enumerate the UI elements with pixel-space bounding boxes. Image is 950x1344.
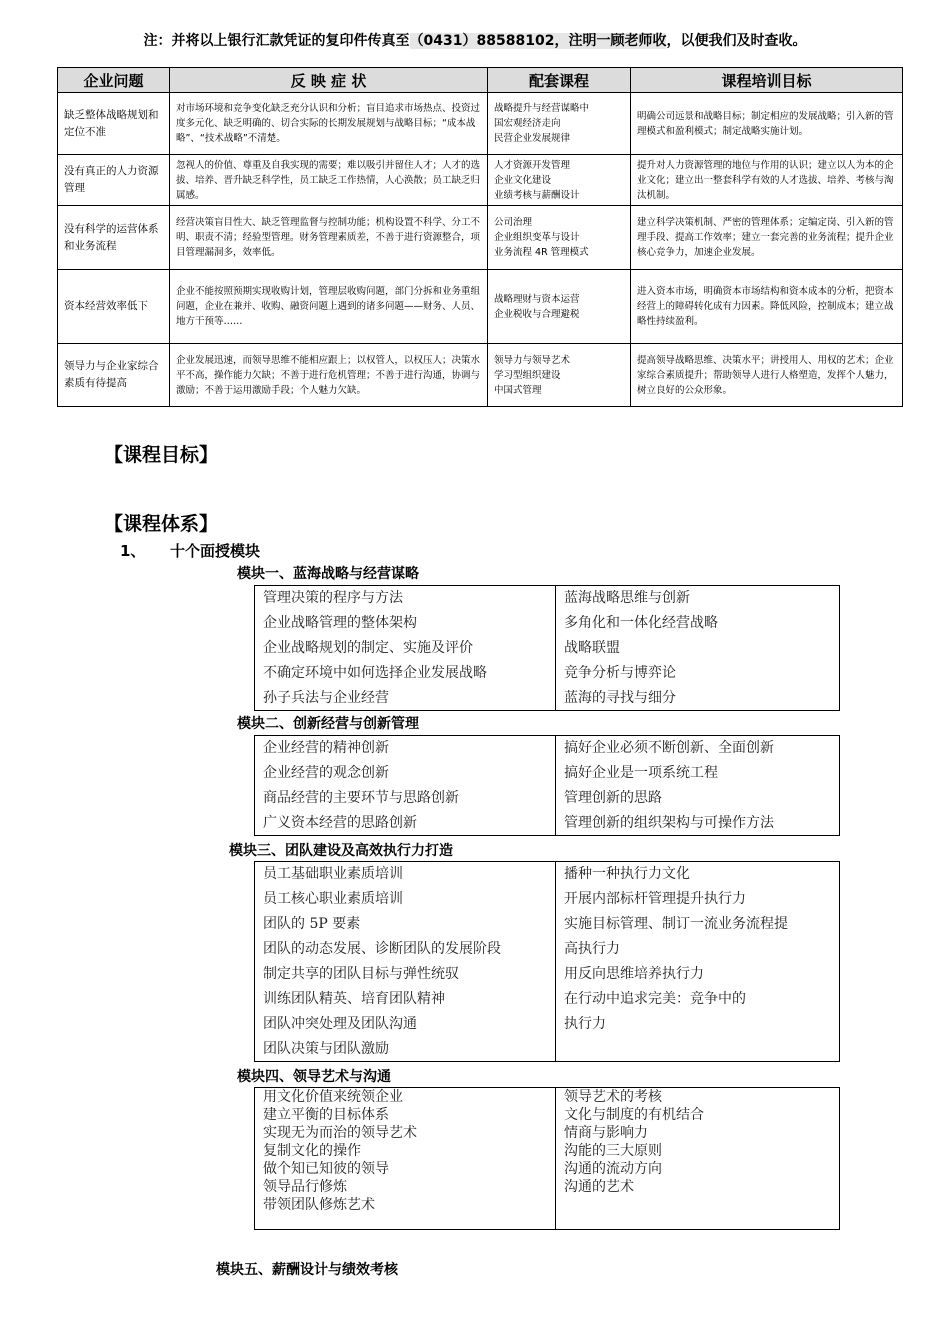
problem-cell: 没有真正的人力资源管理 — [58, 155, 170, 206]
topic-item: 文化与制度的有机结合 — [564, 1107, 704, 1123]
topic-item: 企业战略管理的整体架构 — [263, 615, 417, 631]
topic-item: 沟通的流动方向 — [564, 1161, 662, 1177]
symptoms-cell: 企业不能按照预期实现收购计划，管理层收购问题，部门分拆和业务重组问题，企业在兼并、收购、融资问题上遇到的诸多问题——财务、人员、地方干预等…… — [170, 270, 488, 344]
problem-cell: 缺乏整体战略规划和定位不准 — [58, 93, 170, 155]
fax-number-highlight: （0431）88588102，注明一顾老师收 — [409, 33, 667, 49]
topic-item: 广义资本经营的思路创新 — [263, 815, 417, 831]
problem-cell: 资本经营效率低下 — [58, 270, 170, 344]
topic-item: 商品经营的主要环节与思路创新 — [263, 790, 459, 806]
module-3-right-column — [556, 862, 839, 1061]
subheading-text: 十个面授模块 — [170, 542, 261, 560]
topic-item: 情商与影响力 — [564, 1125, 648, 1141]
module-2-right-column — [556, 736, 839, 835]
symptoms-cell: 经营决策盲目性大、缺乏管理监督与控制功能；机构设置不科学、分工不明、职责不清；经验型管理。财务管理素质差，不善于进行资源整合，项目管理漏洞多，效率低。 — [170, 206, 488, 270]
topic-item: 企业经营的精神创新 — [263, 740, 389, 756]
topic-item: 管理决策的程序与方法 — [263, 590, 403, 606]
topic-item: 管理创新的思路 — [564, 790, 662, 806]
courses-cell: 人才资源开发管理 企业文化建设 业绩考核与薪酬设计 — [488, 155, 631, 206]
module-5-title: 模块五、薪酬设计与绩效考核 — [216, 1262, 398, 1278]
topic-item: 管理创新的组织架构与可操作方法 — [564, 815, 774, 831]
topic-item: 建立平衡的目标体系 — [263, 1107, 389, 1123]
subheading-number: 1、 — [120, 542, 146, 560]
module-4-left-column — [255, 1088, 556, 1229]
module-3-title: 模块三、团队建设及高效执行力打造 — [229, 843, 453, 859]
goals-cell: 建立科学决策机制、严密的管理体系；定编定岗、引入新的管理手段、提高工作效率；建立一套完善的业务流程；提升企业核心竞争力，加速企业发展。 — [631, 206, 903, 270]
symptoms-cell: 企业发展迅速，而领导思维不能相应跟上；以权管人，以权压人；决策水平不高，操作能力欠缺；不善于进行危机管理；不善于进行沟通，协调与激励；不善于运用激励手段；个人魅力欠缺。 — [170, 344, 488, 407]
topic-item: 执行力 — [564, 1016, 606, 1032]
goals-cell: 提高领导战略思维、决策水平；讲授用人、用权的艺术；企业家综合素质提升；帮助领导人进行人格塑造，发挥个人魅力，树立良好的公众形象。 — [631, 344, 903, 407]
courses-cell: 领导力与领导艺术 学习型组织建设 中国式管理 — [488, 344, 631, 407]
topic-item: 团队决策与团队激励 — [263, 1041, 389, 1057]
module-2-title: 模块二、创新经营与创新管理 — [237, 716, 419, 732]
header-problem: 企业问题 — [58, 68, 170, 93]
fax-note-part2: ，以便我们及时查收。 — [666, 33, 807, 49]
module-3-left-column — [255, 862, 556, 1061]
topic-item: 播种一种执行力文化 — [564, 866, 690, 882]
topic-item: 孙子兵法与企业经营 — [263, 690, 389, 706]
topic-item: 开展内部标杆管理提升执行力 — [564, 891, 746, 907]
module-2-left-column — [255, 736, 556, 835]
module-4-right-column — [556, 1088, 839, 1229]
topic-item: 团队的动态发展、诊断团队的发展阶段 — [263, 941, 501, 957]
topic-item: 领导品行修炼 — [263, 1179, 347, 1195]
topic-item: 战略联盟 — [564, 640, 620, 656]
header-courses: 配套课程 — [488, 68, 631, 93]
topic-item: 领导艺术的考核 — [564, 1089, 662, 1105]
course-goal-heading: 【课程目标】 — [104, 444, 219, 466]
problem-cell: 没有科学的运营体系和业务流程 — [58, 206, 170, 270]
table-header-row — [58, 68, 903, 93]
topic-item: 搞好企业必须不断创新、全面创新 — [564, 740, 774, 756]
topic-item: 团队的 5P 要素 — [263, 916, 361, 932]
topic-item: 蓝海战略思维与创新 — [564, 590, 690, 606]
fax-note — [0, 30, 950, 50]
module-list-subheading — [120, 540, 260, 561]
course-system-heading: 【课程体系】 — [104, 513, 219, 535]
topic-item: 做个知已知彼的领导 — [263, 1161, 389, 1177]
table-row — [58, 270, 903, 344]
module-1-box — [254, 585, 840, 711]
topic-item: 沟通的艺术 — [564, 1179, 634, 1195]
topic-item: 带领团队修炼艺术 — [263, 1197, 375, 1213]
topic-item — [564, 1037, 839, 1062]
module-1-title: 模块一、蓝海战略与经营谋略 — [237, 566, 419, 582]
topic-item: 训练团队精英、培育团队精神 — [263, 991, 445, 1007]
topic-item: 员工基础职业素质培训 — [263, 866, 403, 882]
topic-item: 搞好企业是一项系统工程 — [564, 765, 718, 781]
topic-item: 团队冲突处理及团队沟通 — [263, 1016, 417, 1032]
topic-item: 复制文化的操作 — [263, 1143, 361, 1159]
goals-cell: 明确公司远景和战略目标；制定相应的发展战略；引入新的管理模式和盈利模式；制定战略实施计划。 — [631, 93, 903, 155]
courses-cell: 战略理财与资本运营 企业税收与合理避税 — [488, 270, 631, 344]
module-4-title: 模块四、领导艺术与沟通 — [237, 1069, 391, 1085]
table-row — [58, 155, 903, 206]
module-1-left-column — [255, 586, 556, 710]
topic-item: 在行动中追求完美：竞争中的 — [564, 991, 746, 1007]
topic-item: 实现无为而治的领导艺术 — [263, 1125, 417, 1141]
table-row — [58, 344, 903, 407]
module-3-box — [254, 861, 840, 1062]
problem-course-table — [57, 67, 903, 407]
topic-item: 制定共享的团队目标与弹性统驭 — [263, 966, 459, 982]
topic-item: 高执行力 — [564, 941, 620, 957]
topic-item: 企业经营的观念创新 — [263, 765, 389, 781]
symptoms-cell: 忽视人的价值、尊重及自我实现的需要；难以吸引并留住人才；人才的选拔、培养、晋升缺乏科学性，员工缺乏工作热情，人心涣散；员工缺乏归属感。 — [170, 155, 488, 206]
topic-item: 企业战略规划的制定、实施及评价 — [263, 640, 473, 656]
topic-item: 用反向思维培养执行力 — [564, 966, 704, 982]
symptoms-cell: 对市场环境和竞争变化缺乏充分认识和分析；盲目追求市场热点、投资过度多元化、缺乏明确的、切合实际的长期发展规划与战略目标；“成本战略”、“技术战略”不清楚。 — [170, 93, 488, 155]
courses-cell: 公司治理 企业组织变革与设计 业务流程 4R 管理模式 — [488, 206, 631, 270]
topic-item: 竞争分析与博弈论 — [564, 665, 676, 681]
topic-item — [564, 1196, 839, 1214]
table-row — [58, 93, 903, 155]
header-symptoms: 反 映 症 状 — [170, 68, 488, 93]
topic-item: 用文化价值来统领企业 — [263, 1089, 403, 1105]
goals-cell: 提升对人力资源管理的地位与作用的认识；建立以人为本的企业文化；建立出一整套科学有效的人才选拔、培养、考核与淘汰机制。 — [631, 155, 903, 206]
module-1-right-column — [556, 586, 839, 710]
module-4-box — [254, 1087, 840, 1230]
topic-item: 蓝海的寻找与细分 — [564, 690, 676, 706]
topic-item: 不确定环境中如何选择企业发展战略 — [263, 665, 487, 681]
topic-item: 员工核心职业素质培训 — [263, 891, 403, 907]
goals-cell: 进入资本市场，明确资本市场结构和资本成本的分析，把资本经营上的障碍转化成有力因素。降低风险，控制成本；建立战略性持续盈利。 — [631, 270, 903, 344]
table-row — [58, 206, 903, 270]
problem-cell: 领导力与企业家综合素质有待提高 — [58, 344, 170, 407]
topic-item: 实施目标管理、制订一流业务流程提 — [564, 916, 788, 932]
module-2-box — [254, 735, 840, 836]
header-goals: 课程培训目标 — [631, 68, 903, 93]
topic-item: 多角化和一体化经营战略 — [564, 615, 718, 631]
courses-cell: 战略提升与经营谋略中 国宏观经济走向 民营企业发展规律 — [488, 93, 631, 155]
topic-item: 沟能的三大原则 — [564, 1143, 662, 1159]
fax-note-part1: 注：并将以上银行汇款凭证的复印件传真至 — [143, 33, 410, 49]
